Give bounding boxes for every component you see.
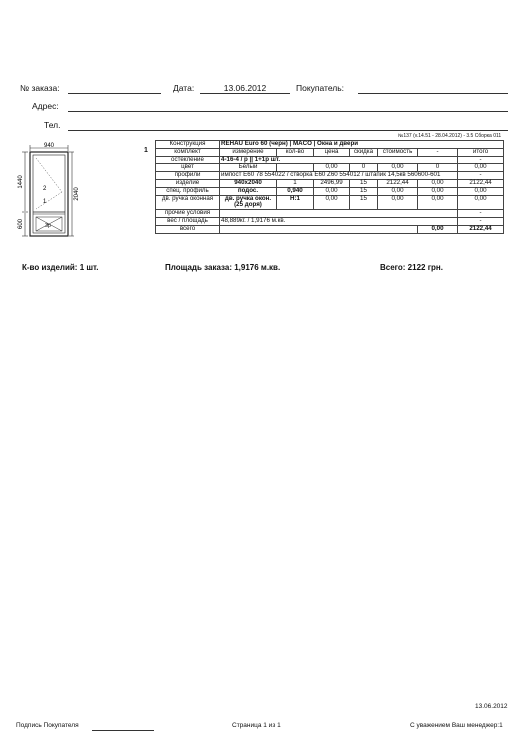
weight-total: - [458, 217, 504, 225]
header-cell: - [418, 148, 458, 156]
sash-label-1: 1 [43, 199, 47, 205]
header-cell: кол-во [277, 148, 314, 156]
table-cell: 2122,44 [458, 179, 504, 187]
header-cell: скидка [350, 148, 378, 156]
table-cell: 15 [350, 195, 378, 210]
table-cell: 0,00 [314, 195, 350, 210]
table-cell: 15 [350, 179, 378, 187]
table-cell: 0 [350, 164, 378, 172]
construction-label: Конструкция [156, 141, 220, 149]
profiles-total: - [458, 172, 504, 180]
order-number-field[interactable] [68, 93, 161, 94]
table-row [156, 225, 504, 233]
table-cell: 0,00 [378, 187, 418, 195]
spec-table [155, 140, 504, 234]
product-label: изделие [156, 179, 220, 187]
table-cell: 0,00 [458, 187, 504, 195]
date-value: 13.06.2012 [223, 83, 267, 93]
weight-label: вес / площадь [156, 217, 220, 225]
date-label: Дата: [173, 83, 195, 93]
glazing-total: - [458, 156, 504, 164]
header-cell: измерение [220, 148, 277, 156]
spec-profile-label: спец. профиль [156, 187, 220, 195]
reference-note: №137 (v.14.51 - 28.04.2012) - 3.5 Сборка 011 [398, 133, 502, 139]
table-cell: 0,00 [378, 164, 418, 172]
other-label: прочие условия [156, 210, 220, 218]
table-cell: 0,00 [314, 187, 350, 195]
table-cell: 15 [350, 187, 378, 195]
summary-total: Всего: 2122 грн. [380, 263, 443, 272]
table-header-row [156, 148, 504, 156]
dim-upper-text: 1440 [18, 175, 24, 189]
table-row [156, 195, 504, 210]
glazing-value: 4-16-4 / р || 1+1р шт. [220, 156, 458, 164]
table-cell: 0,940 [277, 187, 314, 195]
table-cell: 0,00 [418, 195, 458, 210]
total-value: 2122,44 [458, 225, 504, 233]
summary-area: Площадь заказа: 1,9176 м.кв. [165, 263, 281, 272]
dim-lower-text: 600 [18, 218, 24, 230]
item-number: 1 [144, 147, 148, 154]
door-drawing [14, 140, 80, 248]
construction-value: REHAU Euro 60 (черн) | MACO | Окна и двери [220, 141, 504, 149]
footer-date: 13.06.2012 [475, 703, 508, 710]
table-cell: 0 [418, 164, 458, 172]
handle-label: дв. ручка оконная [156, 195, 220, 210]
total-label: всего [156, 225, 220, 233]
table-cell: 940x2040 [220, 179, 277, 187]
address-label: Адрес: [32, 101, 59, 111]
table-cell: 0,00 [378, 195, 418, 210]
table-cell: 0,00 [418, 187, 458, 195]
page-indicator: Страница 1 из 1 [232, 722, 281, 729]
manager-regards: С уважением Ваш менеджер:1 [410, 722, 503, 729]
table-cell: 0,00 [458, 164, 504, 172]
table-cell: 0,00 [458, 195, 504, 210]
table-cell: 1 [277, 179, 314, 187]
date-field[interactable] [200, 93, 290, 94]
color-label: цвет [156, 164, 220, 172]
signature-field[interactable] [92, 730, 154, 731]
signature-label: Подпись Покупателя [16, 722, 79, 729]
phone-field[interactable] [68, 130, 508, 131]
table-row [156, 187, 504, 195]
table-cell: 0,00 [418, 179, 458, 187]
order-number-label: № заказа: [20, 83, 60, 93]
table-cell: Н:1 [277, 195, 314, 210]
table-cell: 2496,99 [314, 179, 350, 187]
panel-label: Зр [45, 223, 51, 229]
address-field[interactable] [68, 111, 508, 112]
total-extra: 0,00 [418, 225, 458, 233]
table-cell: 2122,44 [378, 179, 418, 187]
glazing-label: остекление [156, 156, 220, 164]
phone-label: Тел. [44, 120, 61, 130]
other-total: - [458, 210, 504, 218]
header-cell: стоимость [378, 148, 418, 156]
table-cell: 0,00 [314, 164, 350, 172]
sash-label-2: 2 [43, 186, 47, 192]
header-cell: итого [458, 148, 504, 156]
table-cell: подос. [220, 187, 277, 195]
buyer-label: Покупатель: [296, 83, 345, 93]
profiles-value: импост E60 78 554022 / створка E60 Z60 554012 / штапик 14,5кв 560600-601 [220, 172, 458, 180]
dim-height-text: 2040 [74, 187, 80, 201]
summary-items: К-во изделий: 1 шт. [22, 263, 99, 272]
header-cell: цена [314, 148, 350, 156]
table-row [156, 217, 504, 225]
color-value: Белый [220, 164, 277, 172]
table-cell: дв. ручка окон.(25 доря) [220, 195, 277, 210]
profiles-label: профили [156, 172, 220, 180]
dim-width-text: 940 [43, 143, 55, 149]
buyer-field[interactable] [358, 93, 508, 94]
weight-value: 48,889кг. / 1,9176 м.кв. [220, 217, 458, 225]
header-cell: комплект [156, 148, 220, 156]
